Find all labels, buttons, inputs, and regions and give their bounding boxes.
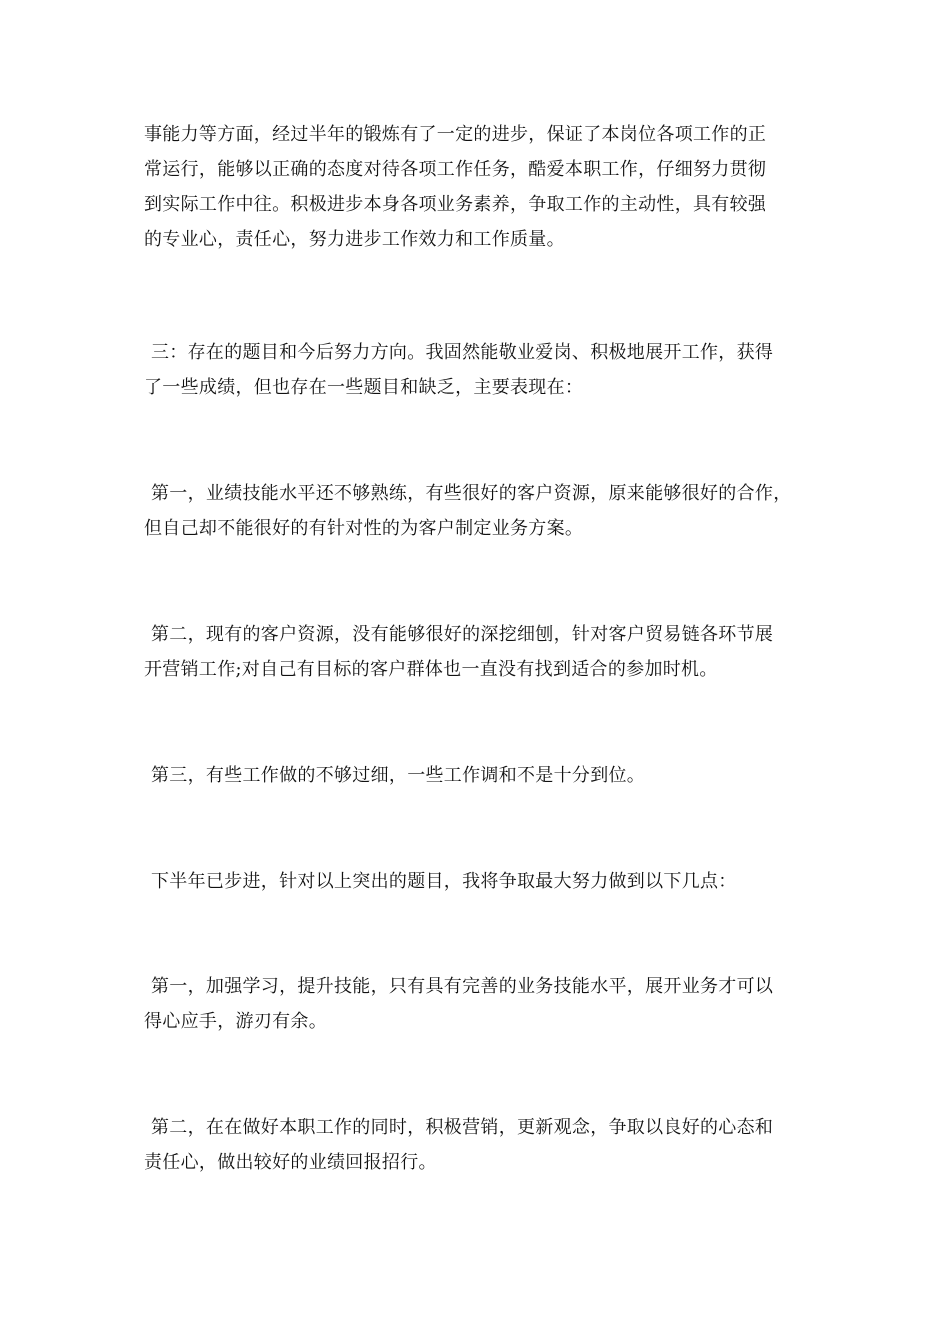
paragraph-second-half-intro xyxy=(144,864,831,899)
paragraph-problem-2 xyxy=(144,617,831,687)
text-line: 责任心，做出较好的业绩回报招行。 xyxy=(144,1152,437,1173)
text-line: 第二，在在做好本职工作的同时，积极营销，更新观念，争取以良好的心态和 xyxy=(151,1117,774,1138)
text-line: 的专业心，责任心，努力进步工作效力和工作质量。 xyxy=(144,229,565,250)
paragraph-problems-intro xyxy=(144,335,831,405)
text-line: 第一，加强学习，提升技能，只有具有完善的业务技能水平，展开业务才可以 xyxy=(151,976,774,997)
text-line: 第一，业绩技能水平还不够熟练，有些很好的客户资源，原来能够很好的合作， xyxy=(151,483,792,504)
text-line: 了一些成绩，但也存在一些题目和缺乏，主要表现在： xyxy=(144,377,584,398)
text-line: 常运行，能够以正确的态度对待各项工作任务，酷爱本职工作，仔细努力贯彻 xyxy=(144,159,767,180)
text-line: 事能力等方面，经过半年的锻炼有了一定的进步，保证了本岗位各项工作的正 xyxy=(144,124,767,145)
paragraph-plan-1 xyxy=(144,969,831,1039)
text-line: 三：存在的题目和今后努力方向。我固然能敬业爱岗、积极地展开工作，获得 xyxy=(151,342,774,363)
paragraph-problem-3 xyxy=(144,758,831,793)
text-line: 得心应手，游刃有余。 xyxy=(144,1011,327,1032)
text-line: 开营销工作;对自己有目标的客户群体也一直没有找到适合的参加时机。 xyxy=(144,659,718,680)
paragraph-plan-2 xyxy=(144,1110,831,1180)
text-line: 下半年已步进，针对以上突出的题目，我将争取最大努力做到以下几点： xyxy=(151,871,737,892)
paragraph-problem-1 xyxy=(144,476,831,546)
text-line: 但自己却不能很好的有针对性的为客户制定业务方案。 xyxy=(144,518,584,539)
paragraph-work-progress xyxy=(144,117,824,257)
text-line: 第三，有些工作做的不够过细，一些工作调和不是十分到位。 xyxy=(151,765,646,786)
text-line: 第二，现有的客户资源，没有能够很好的深挖细刨，针对客户贸易链各环节展 xyxy=(151,624,774,645)
text-line: 到实际工作中往。积极进步本身各项业务素养，争取工作的主动性，具有较强 xyxy=(144,194,767,215)
